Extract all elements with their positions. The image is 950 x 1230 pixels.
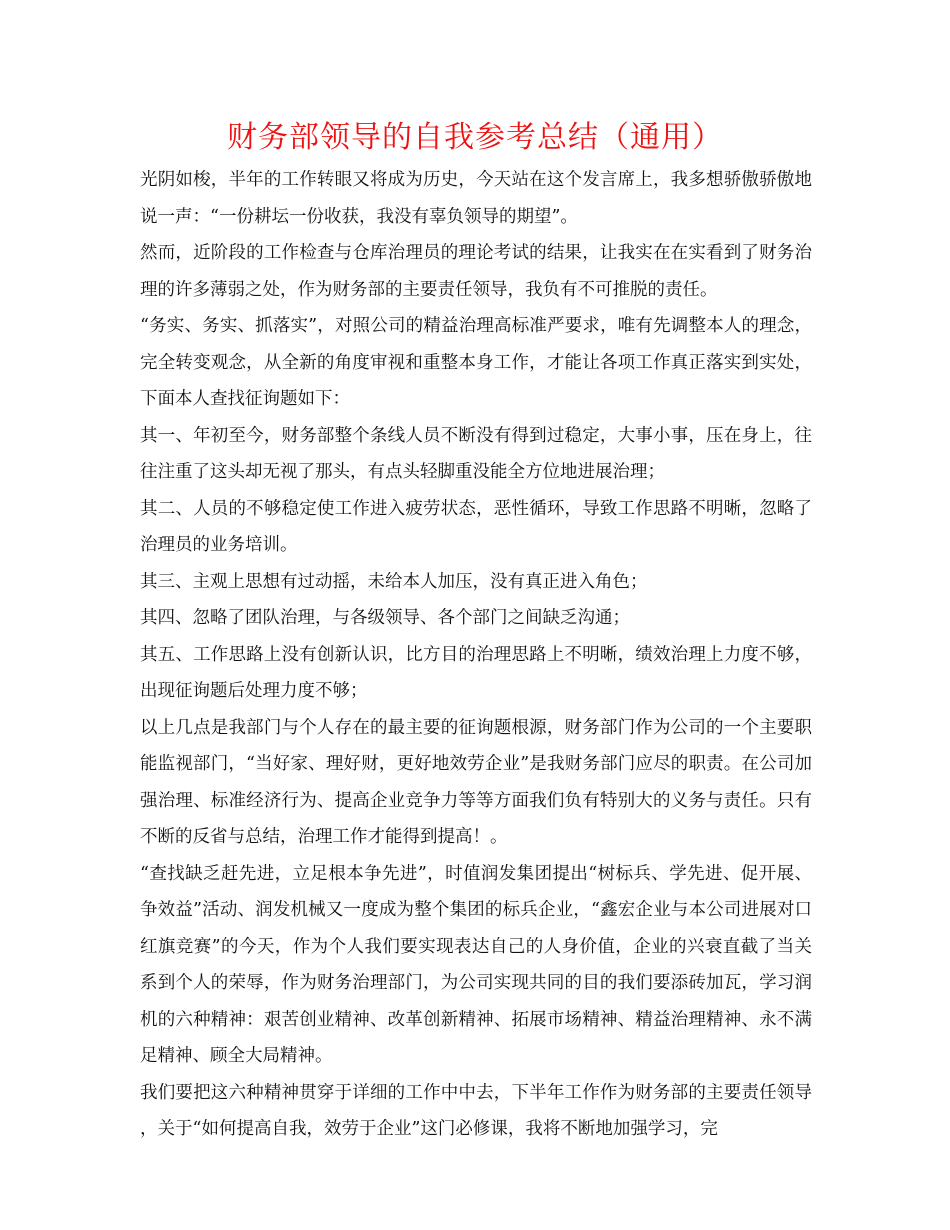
paragraph: 以上几点是我部门与个人存在的最主要的征询题根源，财务部门作为公司的一个主要职能监视部门，“当好家、理好财，更好地效劳企业”是我财务部门应尽的职责。在公司加强治理、标准经济行为、提高企业竞争力等等方面我们负有特别大的义务与责任。只有不断的反省与总结，治理工作才能得到提高！。 [140, 717, 812, 847]
paragraph: 然而，近阶段的工作检查与仓库治理员的理论考试的结果，让我实在在实看到了财务治理的许多薄弱之处，作为财务部的主要责任领导，我负有不可推脱的责任。 [140, 243, 812, 300]
paragraph: “务实、务实、抓落实”，对照公司的精益治理高标准严要求，唯有先调整本人的理念，完全转变观念，从全新的角度审视和重整本身工作，才能让各项工作真正落实到实处，下面本人查找征询题如下： [140, 316, 812, 409]
paragraph: “查找缺乏赶先进，立足根本争先进”，时值润发集团提出“树标兵、学先进、促开展、争效益”活动、润发机械又一度成为整个集团的标兵企业，“鑫宏企业与本公司进展对口红旗竞赛”的今天，作为个人我们要实现表达自己的人身价值，企业的兴衰直截了当关系到个人的荣辱，作为财务治理部门，为公司实现共同的目的我们要添砖加瓦，学习润机的六种精神：艰苦创业精神、改革创新精神、拓展市场精神、精益治理精神、永不满足精神、顾全大局精神。 [140, 863, 812, 1066]
paragraph: 光阴如梭，半年的工作转眼又将成为历史，今天站在这个发言席上，我多想骄傲骄傲地说一声：“一份耕坛一份收获，我没有辜负领导的期望”。 [140, 170, 812, 227]
paragraph: 其一、年初至今，财务部整个条线人员不断没有得到过稳定，大事小事，压在身上，往往注重了这头却无视了那头，有点头轻脚重没能全方位地进展治理； [140, 425, 812, 482]
paragraph: 其二、人员的不够稳定使工作进入疲劳状态，恶性循环，导致工作思路不明晰，忽略了治理员的业务培训。 [140, 498, 812, 555]
paragraph: 其四、忽略了团队治理，与各级领导、各个部门之间缺乏沟通； [140, 608, 630, 628]
paragraph: 我们要把这六种精神贯穿于详细的工作中中去，下半年工作作为财务部的主要责任领导，关于“如何提高自我，效劳于企业”这门必修课，我将不断地加强学习，完 [140, 1082, 812, 1139]
paragraph: 其三、主观上思想有过动摇，未给本人加压，没有真正进入角色； [140, 571, 648, 592]
document-title: 财务部领导的自我参考总结（通用） [227, 120, 723, 155]
paragraph: 其五、工作思路上没有创新认识，比方目的治理思路上不明晰，绩效治理上力度不够，出现征询题后处理力度不够； [140, 644, 812, 701]
document-body [140, 162, 812, 1148]
